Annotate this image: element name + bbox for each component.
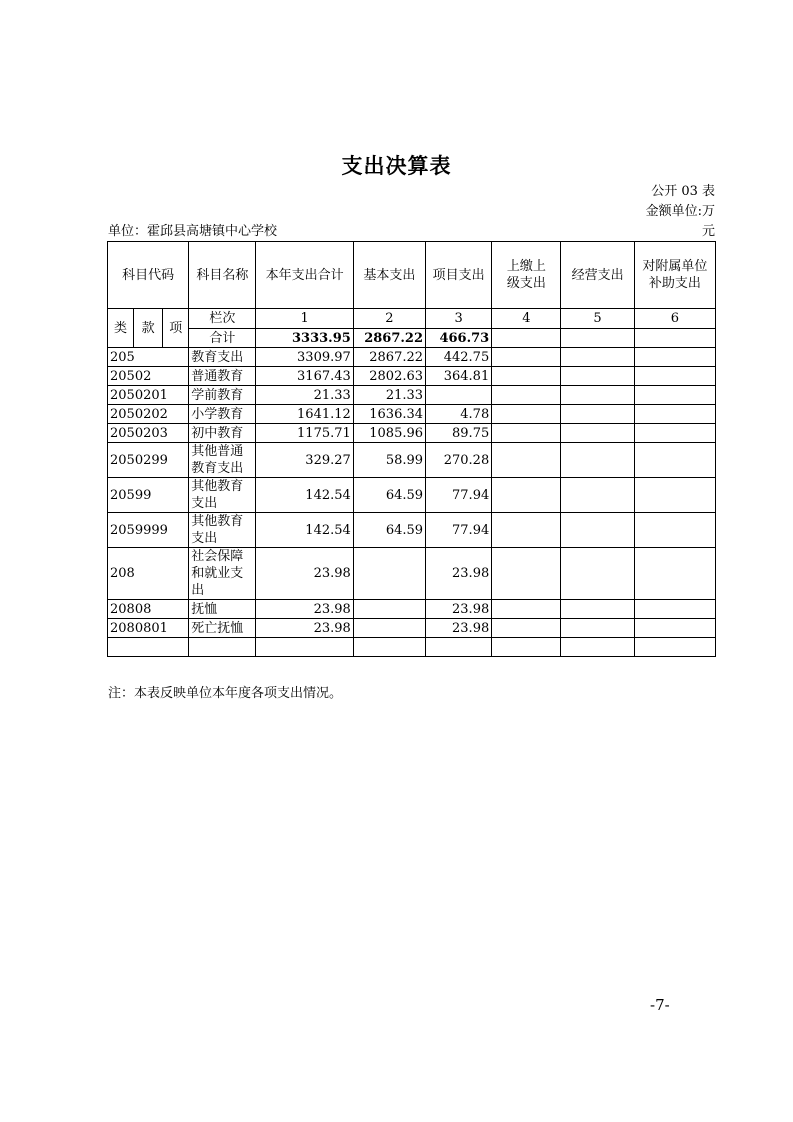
basic-amount: 1085.96	[353, 424, 425, 443]
subsidy-amount	[634, 443, 715, 478]
basic-amount: 58.99	[353, 443, 425, 478]
subsidy-amount	[634, 405, 715, 424]
sum-subsidy	[634, 329, 715, 348]
subject-name-line: 出	[191, 583, 205, 598]
table-row	[108, 386, 716, 405]
basic-amount: 64.59	[353, 478, 425, 513]
table-row	[108, 619, 716, 638]
total-amount: 329.27	[256, 443, 353, 478]
header-subsidy: 对附属单位补助支出	[634, 242, 715, 309]
business-amount	[561, 548, 634, 600]
total-amount: 23.98	[256, 548, 353, 600]
table-row	[108, 600, 716, 619]
col-number: 6	[634, 309, 715, 329]
subsidy-amount	[634, 513, 715, 548]
subject-name	[189, 443, 256, 478]
table-row	[108, 443, 716, 478]
page-title: 支出决算表	[341, 153, 452, 178]
upper-amount	[492, 513, 561, 548]
subject-name	[189, 478, 256, 513]
header-lei: 类	[108, 309, 134, 348]
subject-name-line: 支出	[191, 531, 218, 546]
subject-code: 205	[108, 348, 189, 367]
table-note: 注：本表反映单位本年度各项支出情况。	[108, 686, 343, 701]
header-name: 科目名称	[189, 242, 256, 309]
upper-amount	[492, 348, 561, 367]
subject-name-line: 其他教育	[191, 479, 244, 494]
page-number: -7-	[650, 996, 670, 1014]
header-project: 项目支出	[426, 242, 492, 309]
table-row	[108, 405, 716, 424]
project-amount: 23.98	[426, 600, 492, 619]
basic-amount	[353, 619, 425, 638]
header-lanci: 栏次	[189, 309, 256, 329]
sum-total: 3333.95	[256, 329, 353, 348]
upper-amount	[492, 619, 561, 638]
total-amount: 142.54	[256, 513, 353, 548]
basic-amount: 2867.22	[353, 348, 425, 367]
subject-code: 2050201	[108, 386, 189, 405]
subject-name	[189, 548, 256, 600]
sum-upper	[492, 329, 561, 348]
subject-name-line: 和就业支	[191, 566, 244, 581]
subject-name: 抚恤	[189, 600, 256, 619]
upper-amount	[492, 367, 561, 386]
project-amount: 270.28	[426, 443, 492, 478]
sum-row	[108, 329, 716, 348]
subsidy-amount	[634, 424, 715, 443]
business-amount	[561, 600, 634, 619]
project-amount: 23.98	[426, 619, 492, 638]
header-xiang: 项	[163, 309, 189, 348]
sum-label: 合计	[189, 329, 256, 348]
project-amount: 77.94	[426, 513, 492, 548]
subject-name-line: 其他教育	[191, 514, 244, 529]
subject-code: 2059999	[108, 513, 189, 548]
project-amount: 77.94	[426, 478, 492, 513]
total-amount: 23.98	[256, 619, 353, 638]
project-amount: 364.81	[426, 367, 492, 386]
table-row	[108, 548, 716, 600]
table-row	[108, 478, 716, 513]
sum-project: 466.73	[426, 329, 492, 348]
basic-amount: 21.33	[353, 386, 425, 405]
subject-name-line: 教育支出	[191, 461, 244, 476]
subject-name: 死亡抚恤	[189, 619, 256, 638]
amount-unit-label: 金额单位:万	[645, 204, 715, 219]
column-number-row	[108, 309, 716, 329]
header-code: 科目代码	[108, 242, 189, 309]
subsidy-amount	[634, 619, 715, 638]
subsidy-amount	[634, 386, 715, 405]
upper-amount	[492, 548, 561, 600]
subject-code: 208	[108, 548, 189, 600]
upper-amount	[492, 424, 561, 443]
subject-code: 2080801	[108, 619, 189, 638]
total-amount: 1175.71	[256, 424, 353, 443]
upper-amount	[492, 386, 561, 405]
header-kuan: 款	[134, 309, 163, 348]
header-basic: 基本支出	[353, 242, 425, 309]
header-row	[108, 242, 716, 309]
subsidy-amount	[634, 548, 715, 600]
total-amount: 142.54	[256, 478, 353, 513]
project-amount	[426, 386, 492, 405]
subject-code: 20599	[108, 478, 189, 513]
business-amount	[561, 386, 634, 405]
upper-amount	[492, 443, 561, 478]
upper-amount	[492, 405, 561, 424]
total-amount: 3309.97	[256, 348, 353, 367]
col-number: 1	[256, 309, 353, 329]
total-amount: 23.98	[256, 600, 353, 619]
subject-name-line: 支出	[191, 496, 218, 511]
table-row	[108, 348, 716, 367]
subsidy-amount	[634, 348, 715, 367]
total-amount: 3167.43	[256, 367, 353, 386]
table-row	[108, 367, 716, 386]
basic-amount: 2802.63	[353, 367, 425, 386]
empty-row	[108, 638, 716, 657]
basic-amount: 64.59	[353, 513, 425, 548]
header-business: 经营支出	[561, 242, 634, 309]
business-amount	[561, 348, 634, 367]
form-number: 公开 03 表	[651, 184, 715, 199]
subject-code: 2050202	[108, 405, 189, 424]
business-amount	[561, 478, 634, 513]
subject-name-line: 其他普通	[191, 444, 244, 459]
subsidy-amount	[634, 600, 715, 619]
business-amount	[561, 424, 634, 443]
business-amount	[561, 367, 634, 386]
expenditure-table	[107, 241, 716, 657]
upper-amount	[492, 478, 561, 513]
total-amount: 21.33	[256, 386, 353, 405]
table-body	[108, 348, 716, 638]
amount-unit-label-cont: 元	[701, 224, 715, 239]
business-amount	[561, 513, 634, 548]
header-total: 本年支出合计	[256, 242, 353, 309]
business-amount	[561, 443, 634, 478]
subject-code: 2050203	[108, 424, 189, 443]
subject-name	[189, 513, 256, 548]
subsidy-amount	[634, 478, 715, 513]
subject-code: 20808	[108, 600, 189, 619]
subject-code: 20502	[108, 367, 189, 386]
subject-name: 小学教育	[189, 405, 256, 424]
project-amount: 442.75	[426, 348, 492, 367]
basic-amount	[353, 600, 425, 619]
header-upper: 上缴上级支出	[492, 242, 561, 309]
business-amount	[561, 405, 634, 424]
table-row	[108, 513, 716, 548]
subject-name-line: 社会保障	[191, 549, 244, 564]
sum-basic: 2867.22	[353, 329, 425, 348]
subject-name: 教育支出	[189, 348, 256, 367]
organization-name: 单位：霍邱县高塘镇中心学校	[108, 224, 278, 239]
basic-amount: 1636.34	[353, 405, 425, 424]
total-amount: 1641.12	[256, 405, 353, 424]
business-amount	[561, 619, 634, 638]
col-number: 3	[426, 309, 492, 329]
upper-amount	[492, 600, 561, 619]
subject-name: 普通教育	[189, 367, 256, 386]
subject-name: 学前教育	[189, 386, 256, 405]
col-number: 2	[353, 309, 425, 329]
subject-name: 初中教育	[189, 424, 256, 443]
sum-business	[561, 329, 634, 348]
col-number: 5	[561, 309, 634, 329]
subsidy-amount	[634, 367, 715, 386]
basic-amount	[353, 548, 425, 600]
col-number: 4	[492, 309, 561, 329]
subject-code: 2050299	[108, 443, 189, 478]
project-amount: 23.98	[426, 548, 492, 600]
project-amount: 89.75	[426, 424, 492, 443]
table-row	[108, 424, 716, 443]
project-amount: 4.78	[426, 405, 492, 424]
